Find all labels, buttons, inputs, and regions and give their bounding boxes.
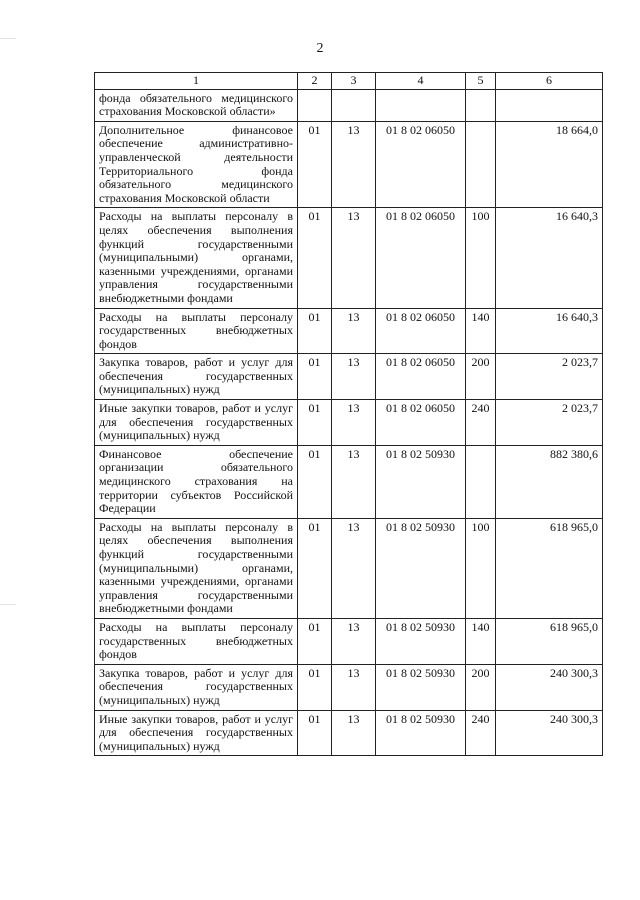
row-subsection: 13 <box>332 445 376 518</box>
row-type: 200 <box>466 664 496 710</box>
row-type <box>466 445 496 518</box>
row-amount: 16 640,3 <box>496 308 603 354</box>
row-amount: 240 300,3 <box>496 664 603 710</box>
row-target: 01 8 02 06050 <box>376 208 466 308</box>
row-subsection: 13 <box>332 664 376 710</box>
scan-mark <box>0 38 16 39</box>
table-row <box>95 121 603 208</box>
row-amount: 618 965,0 <box>496 518 603 618</box>
row-target: 01 8 02 06050 <box>376 121 466 208</box>
table-row <box>95 400 603 446</box>
row-name: Расходы на выплаты персоналу государственных внебюджетных фондов <box>95 618 298 664</box>
row-section: 01 <box>298 664 332 710</box>
page-number: 2 <box>316 41 324 56</box>
row-amount <box>496 89 603 121</box>
row-target: 01 8 02 06050 <box>376 400 466 446</box>
row-target: 01 8 02 06050 <box>376 354 466 400</box>
row-name: Расходы на выплаты персоналу государственных внебюджетных фондов <box>95 308 298 354</box>
row-amount: 882 380,6 <box>496 445 603 518</box>
row-amount: 618 965,0 <box>496 618 603 664</box>
row-section: 01 <box>298 208 332 308</box>
scan-mark <box>0 604 16 605</box>
table-row <box>95 208 603 308</box>
row-type: 100 <box>466 208 496 308</box>
row-amount: 16 640,3 <box>496 208 603 308</box>
row-target: 01 8 02 50930 <box>376 710 466 756</box>
row-subsection: 13 <box>332 121 376 208</box>
table-row <box>95 89 603 121</box>
row-target <box>376 89 466 121</box>
row-subsection: 13 <box>332 308 376 354</box>
column-header-4: 4 <box>376 73 466 90</box>
table-row <box>95 618 603 664</box>
table-row <box>95 354 603 400</box>
table-row <box>95 445 603 518</box>
row-name: Закупка товаров, работ и услуг для обеспечения государственных (муниципальных) нужд <box>95 354 298 400</box>
row-section: 01 <box>298 618 332 664</box>
table-header-row <box>95 73 603 90</box>
row-type: 240 <box>466 710 496 756</box>
row-name: Расходы на выплаты персоналу в целях обеспечения выполнения функций государственными (муниципальными) органами, казенными учреждениями, органами управления государственными внебюджетными фондами <box>95 208 298 308</box>
row-type: 140 <box>466 308 496 354</box>
row-type: 200 <box>466 354 496 400</box>
row-subsection: 13 <box>332 354 376 400</box>
row-section: 01 <box>298 445 332 518</box>
column-header-2: 2 <box>298 73 332 90</box>
row-name: Дополнительное финансовое обеспечение административно-управленческой деятельности Территориального фонда обязательного медицинского страхования Московской области <box>95 121 298 208</box>
column-header-1: 1 <box>95 73 298 90</box>
row-name: Иные закупки товаров, работ и услуг для обеспечения государственных (муниципальных) нужд <box>95 710 298 756</box>
table-row <box>95 518 603 618</box>
column-header-6: 6 <box>496 73 603 90</box>
row-type <box>466 89 496 121</box>
row-section <box>298 89 332 121</box>
row-subsection: 13 <box>332 710 376 756</box>
row-type: 240 <box>466 400 496 446</box>
row-name: Расходы на выплаты персоналу в целях обеспечения выполнения функций государственными (муниципальными) органами, казенными учреждениями, органами управления государственными внебюджетными фондами <box>95 518 298 618</box>
row-subsection <box>332 89 376 121</box>
row-target: 01 8 02 50930 <box>376 445 466 518</box>
row-name: Закупка товаров, работ и услуг для обеспечения государственных (муниципальных) нужд <box>95 664 298 710</box>
budget-table <box>94 72 603 756</box>
column-header-5: 5 <box>466 73 496 90</box>
row-section: 01 <box>298 400 332 446</box>
row-subsection: 13 <box>332 400 376 446</box>
row-target: 01 8 02 06050 <box>376 308 466 354</box>
row-type <box>466 121 496 208</box>
row-amount: 2 023,7 <box>496 354 603 400</box>
row-name: Финансовое обеспечение организации обязательного медицинского страхования на территории субъектов Российской Федерации <box>95 445 298 518</box>
row-section: 01 <box>298 710 332 756</box>
table-row <box>95 710 603 756</box>
row-name: фонда обязательного медицинского страхования Московской области» <box>95 89 298 121</box>
row-subsection: 13 <box>332 618 376 664</box>
row-target: 01 8 02 50930 <box>376 518 466 618</box>
row-type: 140 <box>466 618 496 664</box>
row-section: 01 <box>298 354 332 400</box>
row-type: 100 <box>466 518 496 618</box>
row-subsection: 13 <box>332 208 376 308</box>
table-row <box>95 308 603 354</box>
row-subsection: 13 <box>332 518 376 618</box>
row-section: 01 <box>298 121 332 208</box>
column-header-3: 3 <box>332 73 376 90</box>
row-amount: 2 023,7 <box>496 400 603 446</box>
table-row <box>95 664 603 710</box>
row-amount: 240 300,3 <box>496 710 603 756</box>
row-section: 01 <box>298 518 332 618</box>
row-target: 01 8 02 50930 <box>376 664 466 710</box>
row-target: 01 8 02 50930 <box>376 618 466 664</box>
row-amount: 18 664,0 <box>496 121 603 208</box>
row-section: 01 <box>298 308 332 354</box>
row-name: Иные закупки товаров, работ и услуг для обеспечения государственных (муниципальных) нужд <box>95 400 298 446</box>
